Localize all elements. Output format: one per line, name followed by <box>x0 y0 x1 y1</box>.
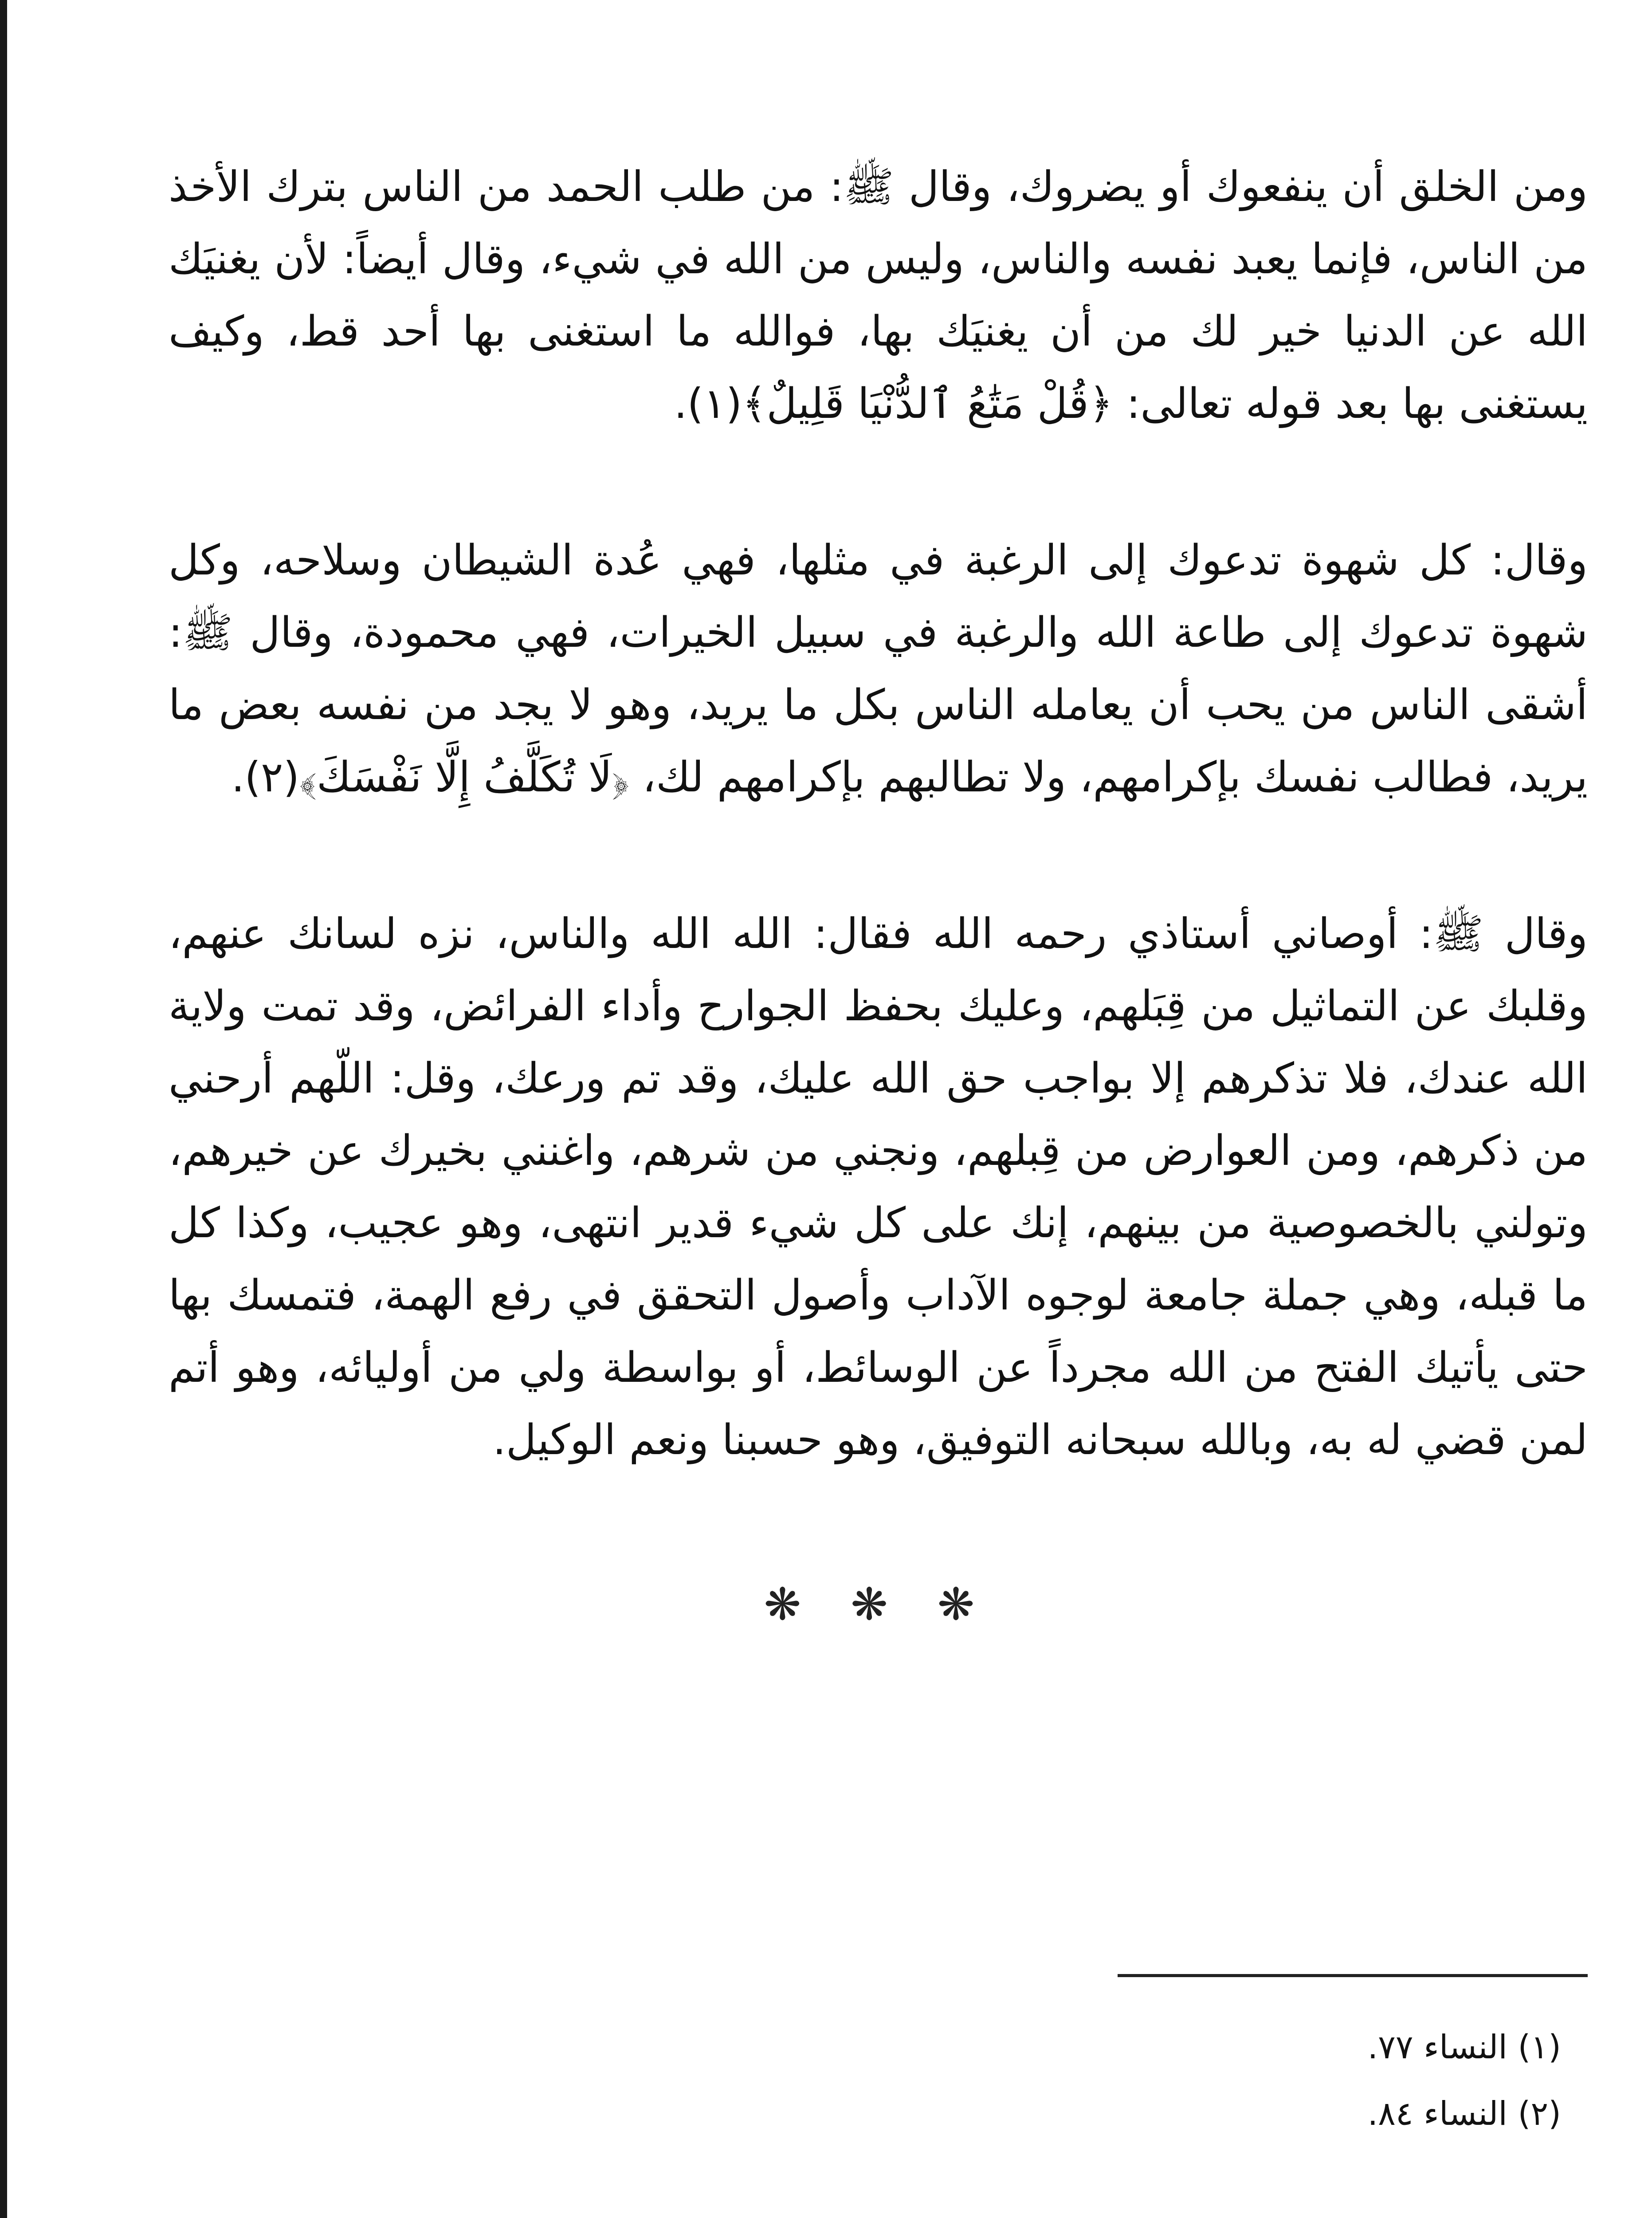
footnote-2: (٢) النساء ٨٤. <box>1367 2095 1561 2133</box>
footnote-1: (١) النساء ٧٧. <box>1367 2028 1561 2066</box>
paragraph-2: وقال: كل شهوة تدعوك إلى الرغبة في مثلها، فهي عُدة الشيطان وسلاحه، وكل شهوة تدعوك إلى طاعة الله والرغبة في سبيل الخيرات، فهي محمودة، وقال ﷺ: أشقى الناس من يحب أن يعامله الناس بكل ما يريد، وهو لا يجد من نفسه بعض ما يريد، فطالب نفسك بإكرامهم، ولا تطالبهم بإكرامهم لك، ﴿لَا تُكَلَّفُ إِلَّا نَفْسَكَ﴾(٢). <box>169 536 1588 802</box>
footnote-divider <box>1118 1974 1588 1977</box>
footnotes <box>1368 2014 1561 2147</box>
footer-area <box>169 0 1588 2218</box>
page-binding-edge <box>0 0 7 2218</box>
paragraph-1: ومن الخلق أن ينفعوك أو يضروك، وقال ﷺ: من طلب الحمد من الناس بترك الأخذ من الناس، فإنما يعبد نفسه والناس، وليس من الله في شيء، وقال أيضاً: لأن يغنيَك الله عن الدنيا خير لك من أن يغنيَك بها، فوالله ما استغنى بها أحد قط، وكيف يستغنى بها بعد قوله تعالى: ﴿قُلْ مَتَٰعُ ٱلدُّنْيَا قَلِيلٌ﴾(١). <box>169 163 1588 428</box>
paragraph-3: وقال ﷺ: أوصاني أستاذي رحمه الله فقال: الله الله والناس، نزه لسانك عنهم، وقلبك عن التماثيل من قِبَلهم، وعليك بحفظ الجوارح وأداء الفرائض، وقد تمت ولاية الله عندك، فلا تذكرهم إلا بواجب حق الله عليك، وقد تم ورعك، وقل: اللّهم أرحني من ذكرهم، ومن العوارض من قِبلهم، ونجني من شرهم، واغنني بخيرك عن خيرهم، وتولني بالخصوصية من بينهم، إنك على كل شيء قدير انتهى، وهو عجيب، وكذا كل ما قبله، وهي جملة جامعة لوجوه الآداب وأصول التحقق في رفع الهمة، فتمسك بها حتى يأتيك الفتح من الله مجرداً عن الوسائط، أو بواسطة ولي من أوليائه، وهو أتم لمن قضي له به، وبالله سبحانه التوفيق، وهو حسبنا ونعم الوكيل. <box>169 910 1588 1464</box>
section-ornament: ❋ ❋ ❋ <box>764 1578 993 1630</box>
